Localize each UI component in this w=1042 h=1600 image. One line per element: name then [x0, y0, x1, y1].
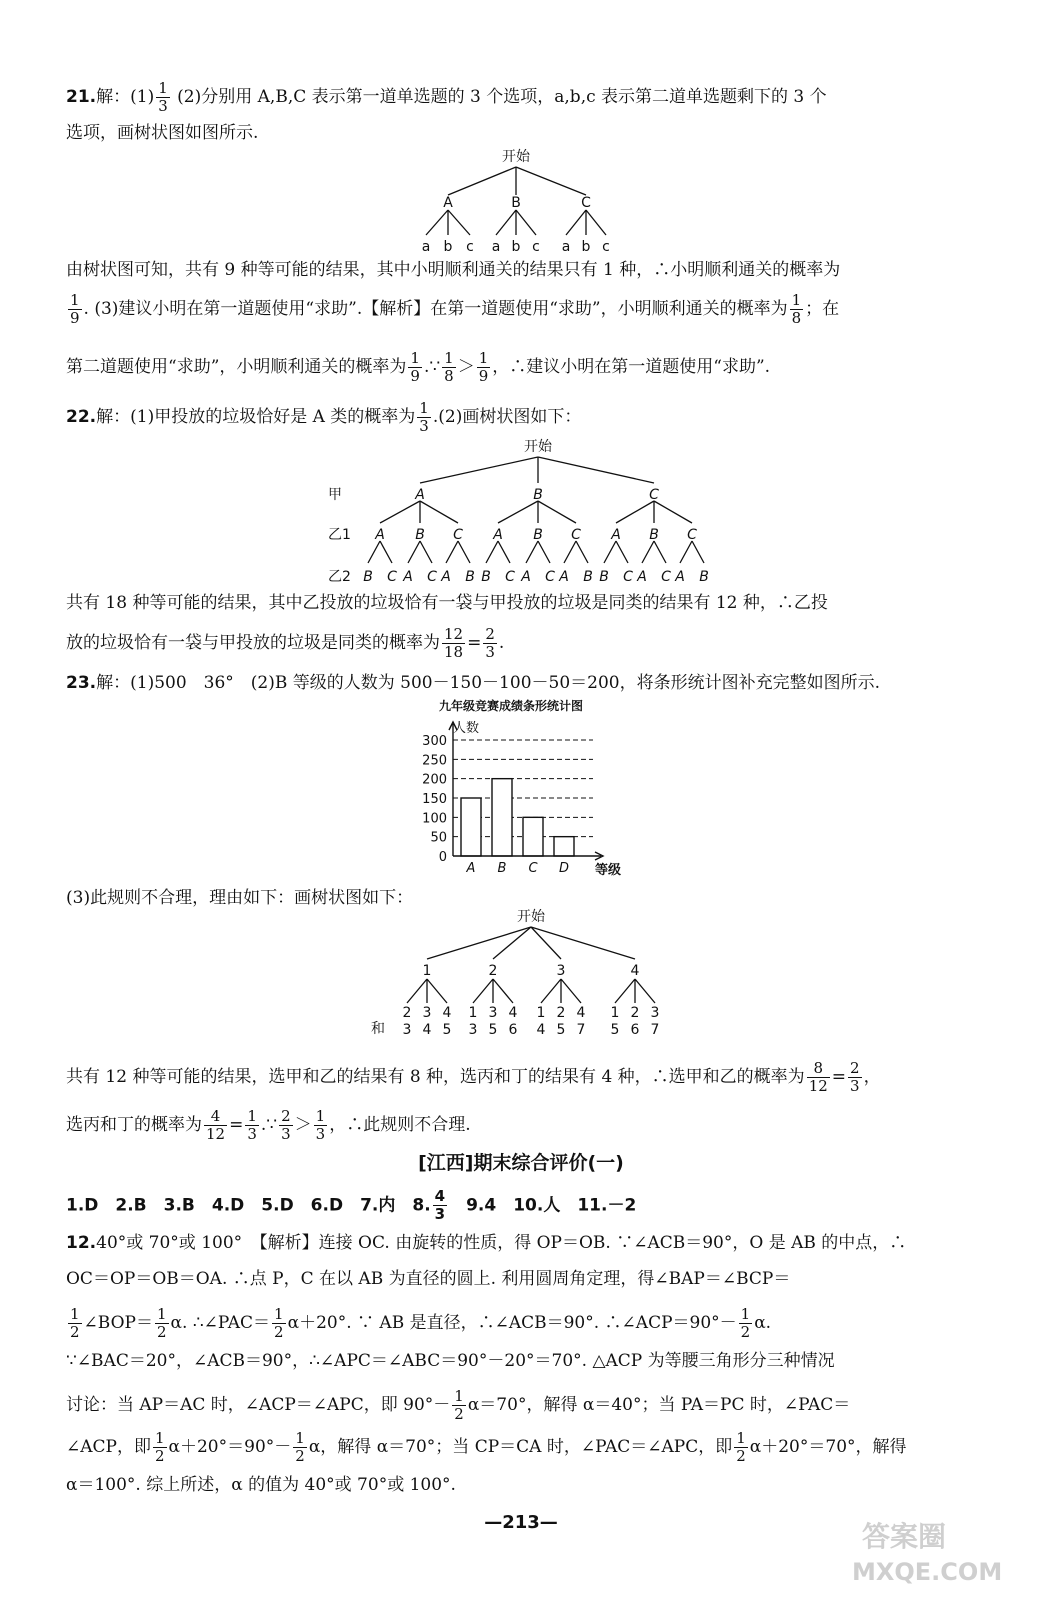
- tree-diagram-q21: [400, 145, 640, 257]
- tree-lines: [407, 927, 655, 1003]
- chart-title: 九年级竞赛成绩条形统计图: [438, 699, 584, 713]
- y-tick-label: 150: [422, 792, 447, 807]
- q21-line1: 21.解：(1) $\frac{1}{3}$ (2)分别用 A,B,C 表示第一道单选题的 3 个选项，a,b,c 表示第二道单选题剩下的 3 个: [66, 79, 827, 115]
- tree-node: A: [415, 487, 425, 503]
- x-tick-label: C: [528, 861, 538, 876]
- tree-node: 4: [630, 963, 640, 979]
- tree-leaf: 4: [576, 1005, 586, 1021]
- fraction: $\frac{2}{3}$: [850, 1059, 860, 1095]
- tree-node: C: [581, 195, 591, 211]
- x-tick-label: A: [466, 861, 476, 876]
- tree-leaf: 1: [610, 1005, 620, 1021]
- y-axis-label: 人数: [453, 721, 480, 736]
- tree-leaf: 3: [422, 1005, 432, 1021]
- tree-leaf: A: [521, 569, 531, 585]
- tree-leaf: A: [675, 569, 685, 585]
- tree-leaf: b: [581, 239, 591, 255]
- row-label: 乙2: [328, 569, 351, 585]
- tree-leaf: A: [637, 569, 647, 585]
- tree-leaf: a: [421, 239, 431, 255]
- q22-line3: 放的垃圾恰有一袋与甲投放的垃圾是同类的概率为 $\frac{12}{18}$ = $\frac{2}{3}$ .: [66, 625, 505, 661]
- sum-value: 4: [422, 1022, 432, 1038]
- tree-leaf: b: [443, 239, 453, 255]
- tree-node: B: [649, 527, 659, 543]
- fraction: $\frac{1}{2}$: [154, 1429, 165, 1465]
- q12-line4: ∵∠BAC＝20°，∠ACB＝90°，∴∠APC＝∠ABC＝90°－20°＝70°. △ACP 为等腰三角形分三种情况: [66, 1351, 835, 1371]
- tree-node: B: [415, 527, 425, 543]
- fraction: $\frac{1}{2}$: [740, 1305, 751, 1341]
- q21-line4: $\frac{1}{9}$ . (3)建议小明在第一道题使用“求助”.【解析】在第一道题使用“求助”，小明顺利通关的概率为 $\frac{1}{8}$ ；在: [70, 291, 840, 327]
- tree-leaf: 3: [488, 1005, 498, 1021]
- q22-line1: 22.解：(1)甲投放的垃圾恰好是 A 类的概率为 $\frac{1}{3}$ .(2)画树状图如下：: [66, 399, 582, 435]
- fraction: $\frac{1}{3}$: [419, 399, 429, 435]
- q12-line3: $\frac{1}{2}$ ∠BOP＝ $\frac{1}{2}$ α. ∴∠PAC＝ $\frac{1}{2}$ α＋20°. ∵ AB 是直径，∴∠ACB＝90°. ∴∠ACP＝90°－ $\frac{1}{2}$ α.: [70, 1305, 772, 1341]
- fraction: $\frac{1}{3}$: [315, 1107, 326, 1143]
- tree-leaf: 2: [402, 1005, 412, 1021]
- q12-line6: ∠ACP，即 $\frac{1}{2}$ α＋20°＝90°－ $\frac{1}{2}$ α，解得 α＝70°；当 CP＝CA 时，∠PAC＝∠APC，即 $\frac{1}{2}$ α＋20°＝70°，解得: [66, 1429, 907, 1465]
- tree-leaf: 4: [508, 1005, 518, 1021]
- fraction: $\frac{2}{3}$: [485, 625, 495, 661]
- tree-leaf: C: [427, 569, 437, 585]
- question-number: 23.: [66, 673, 97, 693]
- tree-node: A: [443, 195, 453, 211]
- q21-line5: 第二道题使用“求助”，小明顺利通关的概率为 $\frac{1}{9}$ .∵ $\frac{1}{8}$ ＞ $\frac{1}{9}$ ，∴建议小明在第一道题使用“求助”.: [66, 349, 771, 385]
- y-tick-label: 0: [438, 850, 447, 865]
- q12-line2: OC＝OP＝OB＝OA. ∴点 P，C 在以 AB 为直径的圆上. 利用圆周角定理，得∠BAP＝∠BCP＝: [66, 1269, 791, 1289]
- tree-leaf: 1: [468, 1005, 478, 1021]
- row-label: 和: [371, 1021, 385, 1037]
- tree-lines: [368, 457, 704, 563]
- tree-leaf: 4: [442, 1005, 452, 1021]
- page-number: —213—: [484, 1512, 558, 1533]
- q23-line2: (3)此规则不合理，理由如下：画树状图如下：: [66, 888, 414, 908]
- tree-leaf: B: [699, 569, 709, 585]
- y-tick-label: 200: [422, 772, 447, 788]
- tree-node: A: [375, 527, 385, 543]
- fraction: $\frac{8}{12}$: [808, 1059, 828, 1095]
- tree-leaf: c: [602, 239, 610, 255]
- question-number: 21.: [66, 87, 97, 107]
- tree-leaf: 3: [650, 1005, 660, 1021]
- tree-leaf: B: [481, 569, 491, 585]
- tree-leaf: 2: [630, 1005, 640, 1021]
- tree-node: B: [533, 487, 543, 503]
- watermark-logo: 答案圈: [862, 1520, 947, 1553]
- tree-leaf: C: [505, 569, 515, 585]
- tree-node: A: [611, 527, 621, 543]
- y-tick-label: 250: [422, 753, 447, 769]
- y-tick-label: 100: [422, 811, 447, 827]
- tree-node: B: [533, 527, 543, 543]
- question-number: 12.: [66, 1233, 97, 1253]
- bar-B: [492, 779, 512, 856]
- q23-line1: 23.解：(1)500 36° (2)B 等级的人数为 500－150－100－50＝200，将条形统计图补充完整如图所示.: [66, 673, 880, 693]
- fraction: $\frac{1}{2}$: [295, 1429, 305, 1465]
- tree-leaf: B: [583, 569, 593, 585]
- tree-leaf: A: [559, 569, 569, 585]
- fraction: $\frac{1}{8}$: [444, 349, 454, 385]
- tree-root: 开始: [524, 439, 552, 455]
- fraction: $\frac{1}{9}$: [410, 349, 420, 385]
- y-tick-label: 300: [422, 734, 447, 749]
- sum-value: 7: [576, 1022, 586, 1038]
- fraction: $\frac{1}{3}$: [247, 1107, 257, 1143]
- sum-value: 5: [442, 1022, 452, 1038]
- fraction: $\frac{4}{3}$: [434, 1187, 446, 1223]
- sum-value: 6: [630, 1022, 640, 1038]
- sum-value: 5: [488, 1022, 498, 1038]
- tree-leaf: B: [599, 569, 609, 585]
- q12-line1: 12.40°或 70°或 100° 【解析】连接 OC. 由旋转的性质，得 OP＝OB. ∵∠ACB＝90°，O 是 AB 的中点，∴: [66, 1233, 907, 1253]
- tree-node: C: [571, 527, 581, 543]
- fraction: $\frac{1}{2}$: [156, 1305, 167, 1341]
- bar-A: [461, 798, 481, 856]
- tree-leaf: C: [545, 569, 555, 585]
- row-label: 乙1: [328, 527, 351, 543]
- fraction: $\frac{1}{3}$: [158, 79, 168, 115]
- tree-leaf: c: [532, 239, 540, 255]
- fraction: $\frac{1}{9}$: [70, 291, 80, 327]
- tree-root: 开始: [517, 909, 545, 925]
- sum-value: 7: [650, 1022, 660, 1038]
- tree-node: B: [511, 195, 521, 211]
- q22-line2: 共有 18 种等可能的结果，其中乙投放的垃圾恰有一袋与甲投放的垃圾是同类的结果有 12 种，∴乙投: [66, 593, 828, 613]
- tree-leaf: A: [403, 569, 413, 585]
- tree-node: C: [453, 527, 463, 543]
- tree-leaf: C: [623, 569, 633, 585]
- x-tick-label: D: [558, 861, 570, 876]
- fraction: $\frac{4}{12}$: [206, 1107, 226, 1143]
- fraction: $\frac{1}{2}$: [274, 1305, 284, 1341]
- q23-line4: 选丙和丁的概率为 $\frac{4}{12}$ = $\frac{1}{3}$ .∵ $\frac{2}{3}$ ＞ $\frac{1}{3}$ ，∴此规则不合理.: [66, 1107, 471, 1143]
- y-tick-label: 50: [430, 830, 447, 846]
- fraction: $\frac{1}{9}$: [478, 349, 489, 385]
- row-label: 甲: [328, 487, 342, 503]
- fraction: $\frac{1}{2}$: [454, 1387, 464, 1423]
- sum-value: 6: [508, 1022, 518, 1038]
- q21-line3: 由树状图可知，共有 9 种等可能的结果，其中小明顺利通关的结果只有 1 种，∴小明顺利通关的概率为: [66, 260, 841, 280]
- x-tick-label: B: [497, 861, 507, 876]
- bar-D: [554, 837, 574, 856]
- tree-node: A: [493, 527, 503, 543]
- x-axis-label: 等级: [595, 863, 622, 878]
- sum-value: 4: [536, 1022, 546, 1038]
- section-title: [江西]期末综合评价(一): [418, 1152, 624, 1174]
- fraction: $\frac{12}{18}$: [444, 625, 464, 661]
- bar-chart: [395, 694, 635, 884]
- tree-node: 3: [556, 963, 566, 979]
- watermark-site: MXQE.COM: [852, 1558, 1003, 1586]
- tree-root: 开始: [502, 149, 530, 165]
- tree-leaf: B: [465, 569, 475, 585]
- bar-C: [523, 817, 543, 856]
- tree-node: C: [649, 487, 659, 503]
- tree-diagram-q23: [365, 907, 685, 1039]
- tree-leaf: 1: [536, 1005, 546, 1021]
- sum-value: 5: [556, 1022, 566, 1038]
- tree-leaf: b: [511, 239, 521, 255]
- fraction: $\frac{2}{3}$: [281, 1107, 291, 1143]
- tree-node: C: [687, 527, 697, 543]
- q21-line2: 选项，画树状图如图所示.: [66, 123, 259, 143]
- choice-answers: 1.D 2.B 3.B 4.D 5.D 6.D 7.内 8. $\frac{4}{3}$ 9.4 10.人 11.－2: [66, 1187, 637, 1223]
- fraction: $\frac{1}{2}$: [70, 1305, 80, 1341]
- tree-leaf: C: [661, 569, 671, 585]
- q12-line7: α＝100°. 综上所述，α 的值为 40°或 70°或 100°.: [66, 1475, 456, 1495]
- sum-value: 3: [468, 1022, 478, 1038]
- tree-leaf: a: [561, 239, 571, 255]
- tree-leaf: a: [491, 239, 501, 255]
- tree-leaf: B: [363, 569, 373, 585]
- q12-line5: 讨论：当 AP＝AC 时，∠ACP＝∠APC，即 90°－ $\frac{1}{2}$ α＝70°，解得 α＝40°；当 PA＝PC 时，∠PAC＝: [66, 1387, 851, 1423]
- fraction: $\frac{1}{8}$: [791, 291, 802, 327]
- sum-value: 5: [610, 1022, 620, 1038]
- sum-value: 3: [402, 1022, 412, 1038]
- tree-leaf: 2: [556, 1005, 566, 1021]
- tree-leaf: C: [387, 569, 397, 585]
- tree-leaf: c: [466, 239, 474, 255]
- q23-line3: 共有 12 种等可能的结果，选甲和乙的结果有 8 种，选丙和丁的结果有 4 种，∴选甲和乙的概率为 $\frac{8}{12}$ = $\frac{2}{3}$ ，: [66, 1059, 881, 1095]
- tree-node: 2: [488, 963, 498, 979]
- tree-leaf: A: [441, 569, 451, 585]
- tree-diagram-q22: [320, 437, 740, 585]
- question-number: 22.: [66, 407, 97, 427]
- tree-node: 1: [422, 963, 432, 979]
- fraction: $\frac{1}{2}$: [736, 1429, 746, 1465]
